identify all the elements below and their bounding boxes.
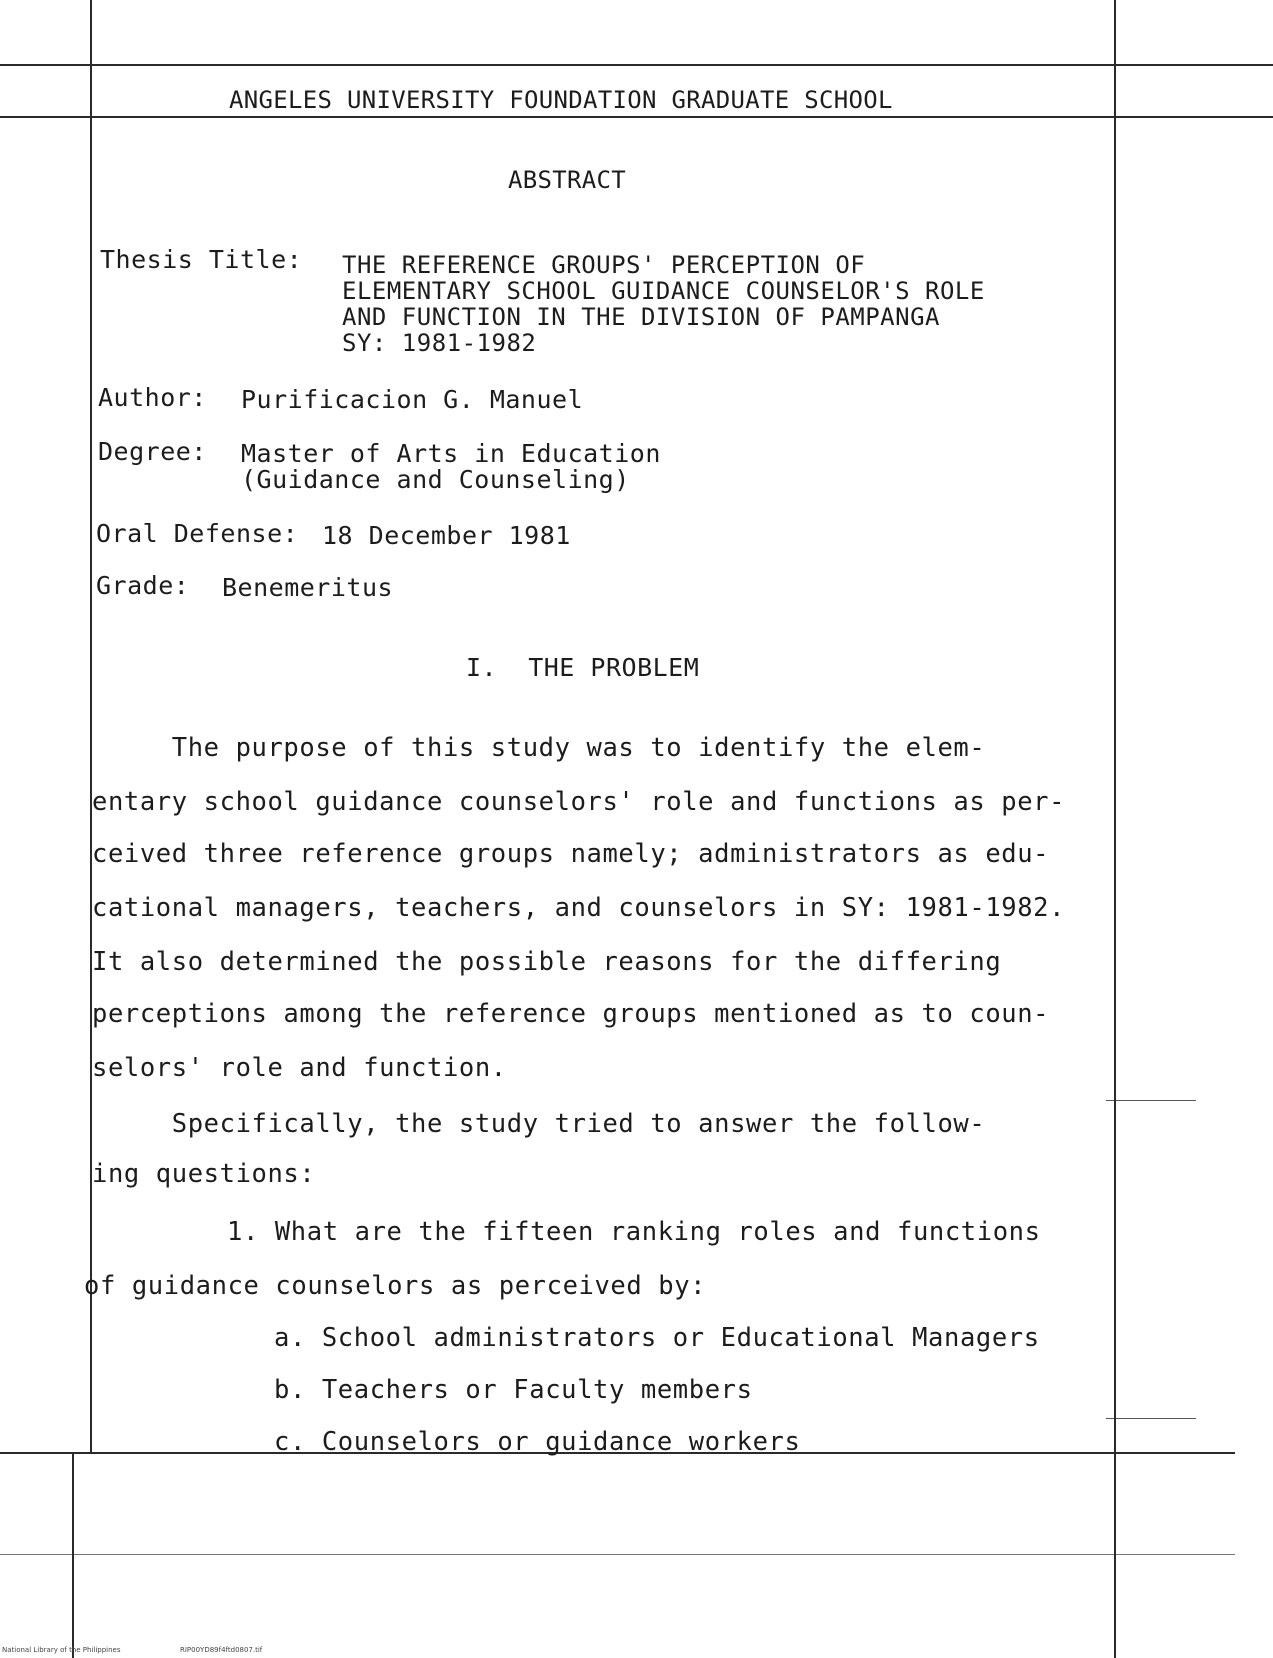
paragraph-line: perceptions among the reference groups mentioned as to coun- (92, 999, 1050, 1029)
header-underline (0, 116, 1273, 118)
paragraph-line: selors' role and function. (92, 1053, 507, 1083)
degree-line: (Guidance and Counseling) (241, 465, 630, 494)
grade-label: Grade: (96, 571, 190, 600)
paragraph-line: It also determined the possible reasons for the differing (92, 947, 1002, 977)
thesis-title-line: THE REFERENCE GROUPS' PERCEPTION OF (342, 251, 866, 279)
oral-defense-label: Oral Defense: (96, 519, 299, 548)
right-margin-line (1114, 0, 1116, 1658)
paragraph-line: Specifically, the study tried to answer the follow- (92, 1109, 986, 1139)
degree-line: Master of Arts in Education (241, 439, 661, 468)
left-margin-line (90, 0, 92, 1452)
paragraph-line: ing questions: (92, 1159, 316, 1189)
left-margin-line-lower (72, 1452, 74, 1658)
thesis-title-label: Thesis Title: (100, 245, 303, 274)
right-margin-rule-1 (1106, 1100, 1196, 1101)
author-label: Author: (98, 383, 207, 412)
subitem-line: b. Teachers or Faculty members (274, 1375, 753, 1405)
oral-defense-date: 18 December 1981 (322, 521, 571, 550)
thesis-title-line: AND FUNCTION IN THE DIVISION OF PAMPANGA (342, 303, 940, 331)
subitem-line: a. School administrators or Educational Managers (274, 1323, 1040, 1353)
author-name: Purificacion G. Manuel (241, 385, 584, 414)
section-heading: I. THE PROBLEM (466, 653, 700, 682)
thesis-title-line: SY: 1981-1982 (342, 329, 537, 357)
paragraph-line: ceived three reference groups namely; administrators as edu- (92, 839, 1050, 869)
grade-value: Benemeritus (222, 573, 394, 602)
question-line: 1. What are the fifteen ranking roles and functions (227, 1217, 1041, 1247)
paragraph-line: entary school guidance counselors' role and functions as per- (92, 787, 1066, 817)
library-note: National Library of the Philippines (2, 1646, 121, 1654)
institution-heading: ANGELES UNIVERSITY FOUNDATION GRADUATE SCHOOL (229, 86, 893, 114)
bottom-rule-2 (0, 1554, 1235, 1555)
thesis-title-line: ELEMENTARY SCHOOL GUIDANCE COUNSELOR'S ROLE (342, 277, 985, 305)
question-line: of guidance counselors as perceived by: (84, 1271, 707, 1301)
degree-label: Degree: (98, 437, 207, 466)
top-rule (0, 64, 1273, 66)
paragraph-line: cational managers, teachers, and counselors in SY: 1981-1982. (92, 893, 1066, 923)
paragraph-line: The purpose of this study was to identify the elem- (92, 733, 986, 763)
right-margin-rule-2 (1106, 1418, 1196, 1419)
subitem-line: c. Counselors or guidance workers (274, 1427, 801, 1457)
abstract-heading: ABSTRACT (508, 166, 626, 194)
file-reference: RIP00YD89f4ftd0807.tif (180, 1646, 263, 1654)
